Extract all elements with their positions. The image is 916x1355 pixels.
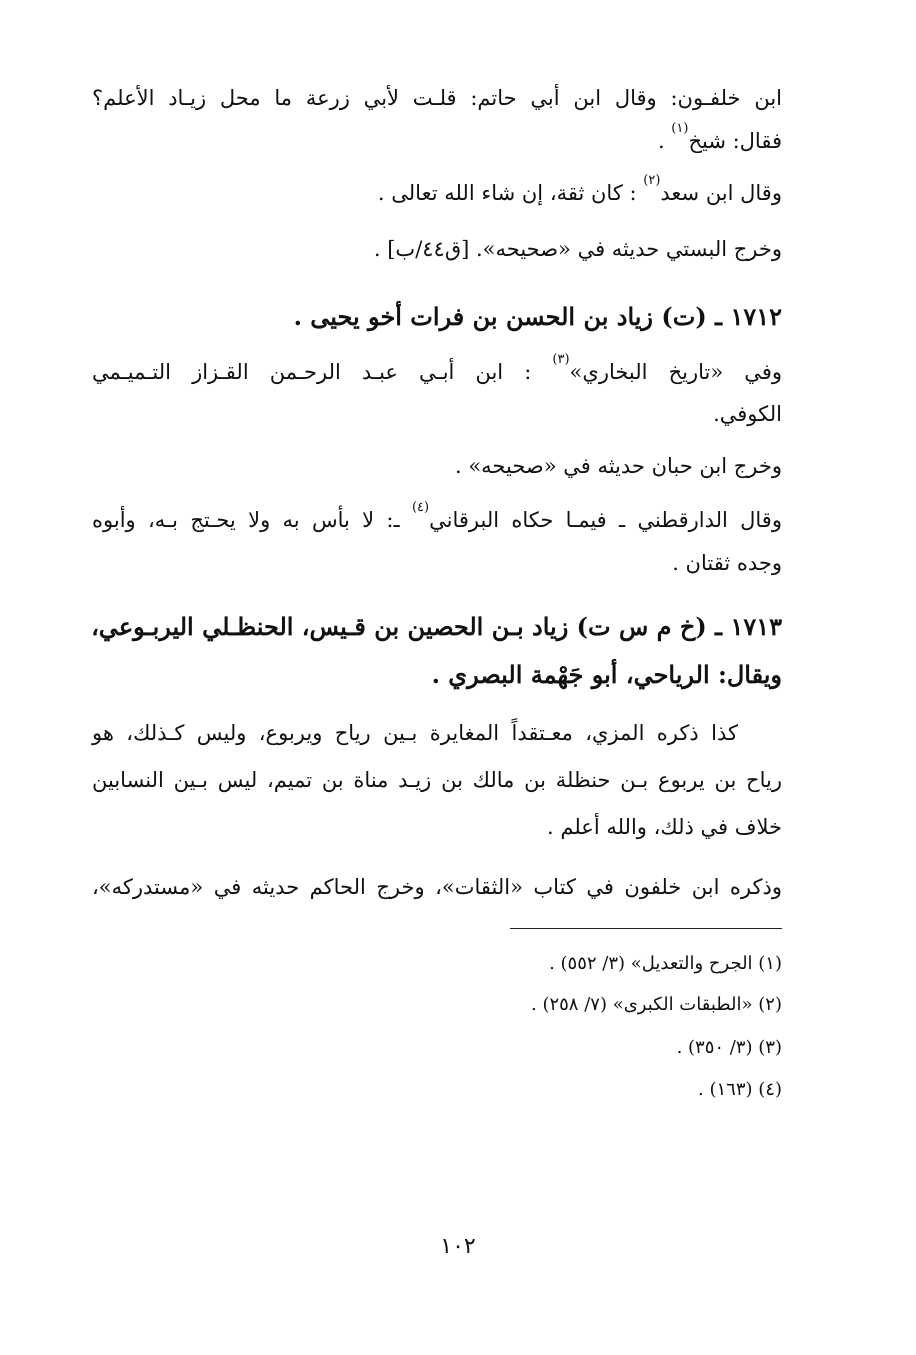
footnote-ref: (٣) <box>552 352 570 367</box>
text-line: خلاف في ذلك، والله أعلم . <box>547 815 782 839</box>
text-line: وخرج البستي حديثه في «صحيحه». [ق٤٤/ب] . <box>373 237 782 261</box>
text-line: وقال ابن سعد$^{(٢)}$ : كان ثقة، إن شاء الله تعالى . <box>377 173 782 205</box>
footnote-divider <box>510 928 782 929</box>
text-line: كذا ذكره المزي، معـتقداً المغايرة بـين رياح ويربوع، وليس كـذلك، هو <box>92 721 738 745</box>
text-line: وفي «تاريخ البخاري»$^{(٣)}$ : ابن أبـي عبـد الرحـمن القـزاز التـميـمي <box>92 352 782 384</box>
text-line: رياح بن يربوع بـن حنظلة بن مالك بن زيـد مناة بن تميم، ليس بـين النسابين <box>92 768 782 792</box>
footnote: (٤) (١٦٣) . <box>698 1079 782 1100</box>
text-line: وجده ثقتان . <box>672 551 782 575</box>
text-line: الكوفي. <box>713 402 782 426</box>
footnote: (١) الجرح والتعديل» (٣/ ٥٥٢) . <box>549 953 782 974</box>
entry-heading: ١٧١٣ ـ (خ م س ت) زياد بـن الحصين بن قـيس، الحنظـلي اليربـوعي، <box>91 612 782 641</box>
footnote-ref: (٤) <box>411 500 430 515</box>
footnote-ref: (٢) <box>643 173 661 188</box>
footnote: (٢) «الطبقات الكبرى» (٧/ ٢٥٨) . <box>531 994 782 1015</box>
text-line: وخرج ابن حبان حديثه في «صحيحه» . <box>454 454 782 478</box>
page-number: ١٠٢ <box>440 1234 476 1259</box>
text-line: فقال: شيخ$^{(١)}$ . <box>657 121 782 153</box>
text-line: وذكره ابن خلفون في كتاب «الثقات»، وخرج الحاكم حديثه في «مستدركه»، <box>92 875 782 899</box>
footnote: (٣) (٣/ ٣٥٠) . <box>676 1037 782 1058</box>
footnote-ref: (١) <box>671 121 689 136</box>
entry-heading: ١٧١٢ ـ (ت) زياد بن الحسن بن فرات أخو يحيى . <box>293 302 782 331</box>
text-line: ابن خلفـون: وقال ابن أبي حاتم: قلـت لأبي زرعة ما محل زيـاد الأعلم؟ <box>92 86 782 110</box>
text-line: وقال الدارقطني ـ فيمـا حكاه البرقاني$^{(٤)}$ ـ: لا بأس به ولا يحـتج بـه، وأبوه <box>92 500 782 532</box>
entry-heading: ويقال: الرياحي، أبو جَهْمة البصري . <box>431 660 782 689</box>
